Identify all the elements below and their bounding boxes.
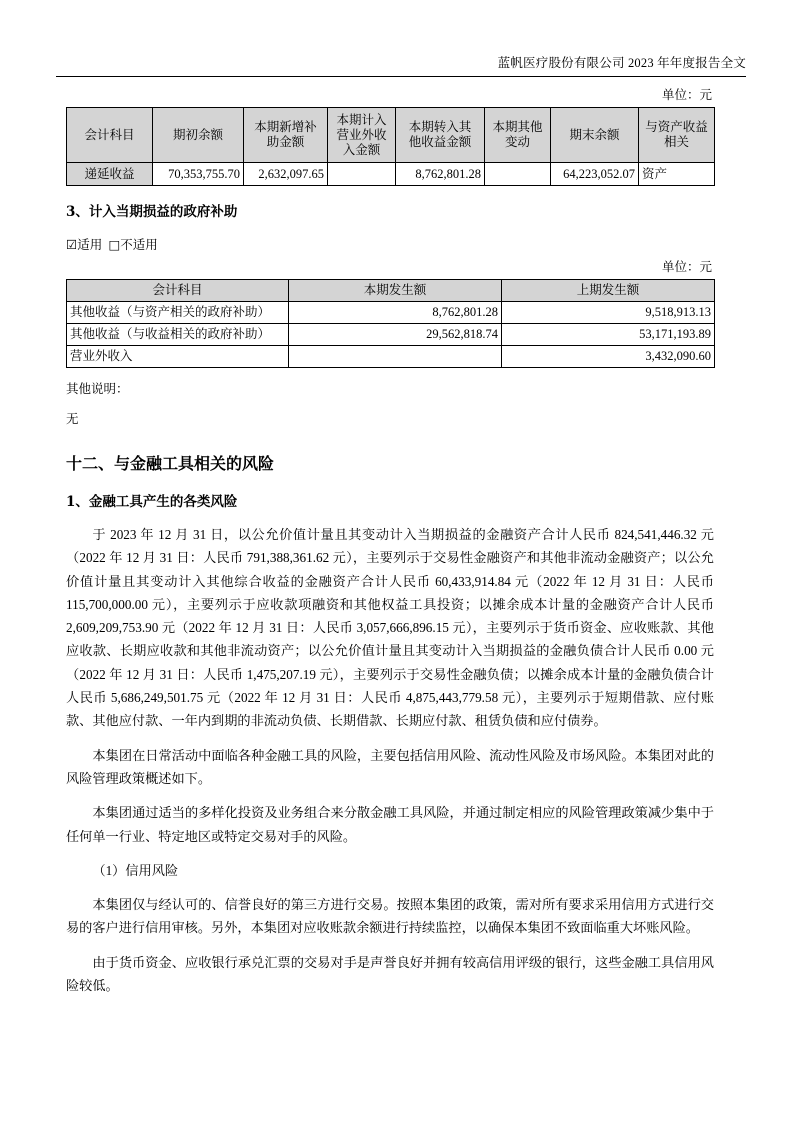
col-header-other-changes: 本期其他 变动 [485, 108, 551, 163]
cell-current-amount: 29,562,818.74 [289, 324, 502, 346]
running-header: 蓝帆医疗股份有限公司 2023 年年度报告全文 [497, 56, 746, 70]
col-header-closing-balance: 期末余额 [551, 108, 639, 163]
table-row [67, 346, 715, 368]
paragraph-risk-overview: 本集团在日常活动中面临各种金融工具的风险，主要包括信用风险、流动性风险及市场风险。本集团对此的风险管理政策概述如下。 [66, 747, 714, 786]
col-header-asset-relation: 与资产收益 相关 [639, 108, 715, 163]
cell-prior-amount: 53,171,193.89 [502, 324, 715, 346]
col-header-prior-amount: 上期发生额 [502, 280, 715, 302]
cell-item: 递延收益 [67, 163, 153, 186]
applicability-line [66, 236, 714, 254]
col-header-other-income: 本期转入其 他收益金额 [396, 108, 485, 163]
col-header-opening-balance: 期初余额 [153, 108, 244, 163]
table-row [67, 324, 715, 346]
section-12-heading: 十二、与金融工具相关的风险 [66, 454, 275, 473]
cell-item: 其他收益（与资产相关的政府补助） [67, 302, 289, 324]
cell-asset-relation: 资产 [639, 163, 715, 186]
unit-label-table-2: 单位：元 [661, 260, 712, 274]
col-header-item: 会计科目 [67, 280, 289, 302]
current-period-grant-table [66, 279, 715, 368]
section-3-heading: 3、计入当期损益的政府补助 [66, 204, 238, 220]
header-divider [56, 76, 746, 77]
other-note-label: 其他说明： [66, 382, 129, 396]
col-header-current-amount: 本期发生额 [289, 280, 502, 302]
page-content [66, 88, 714, 997]
paragraph-financial-instruments: 于 2023 年 12 月 31 日，以公允价值计量且其变动计入当期损益的金融资产合计人民币 824,541,446.32 元（2022 年 12 月 31 日：人民币 791,388,361.62 元），主要列示于交易性金融资产和其他非流动金融资产；以公允价值计量且其变动计入其他综合收益的金融资产合计人民币 60,433,914.84 元（2022 年 12 月 31 日：人民币 115,700,000.00 元），主要列示于应收款项融资和其他权益工具投资；以摊余成本计量的金融资产合计人民币 2,609,209,753.90 元（2022 年 12 月 31 日：人民币 3,057,666,896.15 元），主要列示于货币资金、应收账款、其他应收款、长期应收款和其他非流动资产；以公允价值计量且其变动计入当期损益的金融负债合计人民币 0.00 元（2022 年 12 月 31 日：人民币 1,475,207.19 元），主要列示于交易性金融负债；以摊余成本计量的金融负债合计人民币 5,686,249,501.75 元（2022 年 12 月 31 日：人民币 4,875,443,779.58 元），主要列示于短期借款、应付账款、其他应付款、一年内到期的非流动负债、长期借款、长期应付款、租赁负债和应付债券。 [66, 527, 714, 729]
label-not-applicable: 不适用 [120, 238, 158, 252]
cell-opening-balance: 70,353,755.70 [153, 163, 244, 186]
col-header-non-operating-income: 本期计入 营业外收 入金额 [328, 108, 396, 163]
col-header-new-subsidy: 本期新增补 助金额 [244, 108, 328, 163]
cell-other-changes [485, 163, 551, 186]
cell-item: 其他收益（与收益相关的政府补助） [67, 324, 289, 346]
credit-risk-heading: （1）信用风险 [92, 862, 179, 878]
table-row [67, 302, 715, 324]
cell-new-subsidy: 2,632,097.65 [244, 163, 328, 186]
cell-prior-amount: 3,432,090.60 [502, 346, 715, 368]
paragraph-credit-risk-policy: 本集团仅与经认可的、信誉良好的第三方进行交易。按照本集团的政策，需对所有要求采用信用方式进行交易的客户进行信用审核。另外，本集团对应收账款余额进行持续监控，以确保本集团不致面临重大坏账风险。 [66, 897, 714, 936]
table-row [67, 163, 715, 186]
table-header-row [67, 108, 715, 163]
paragraph-diversification: 本集团通过适当的多样化投资及业务组合来分散金融工具风险，并通过制定相应的风险管理政策减少集中于任何单一行业、特定地区或特定交易对手的风险。 [66, 805, 714, 844]
paragraph-credit-risk-banks: 由于货币资金、应收银行承兑汇票的交易对手是声誉良好并拥有较高信用评级的银行，这些金融工具信用风险较低。 [66, 954, 714, 994]
other-note-value: 无 [66, 412, 79, 426]
cell-prior-amount: 9,518,913.13 [502, 302, 715, 324]
cell-current-amount: 8,762,801.28 [289, 302, 502, 324]
table-header-row [67, 280, 715, 302]
cell-closing-balance: 64,223,052.07 [551, 163, 639, 186]
col-header-item: 会计科目 [67, 108, 153, 163]
cell-current-amount [289, 346, 502, 368]
cell-item: 营业外收入 [67, 346, 289, 368]
cell-non-operating-income [328, 163, 396, 186]
cell-other-income: 8,762,801.28 [396, 163, 485, 186]
unit-label-table-1: 单位：元 [661, 88, 712, 102]
deferred-income-table [66, 107, 715, 186]
checkbox-applicable-checked[interactable]: ☑ [66, 237, 78, 252]
label-applicable: 适用 [77, 238, 103, 252]
checkbox-not-applicable[interactable]: □ [108, 237, 121, 252]
section-12-1-heading: 1、金融工具产生的各类风险 [66, 494, 238, 510]
